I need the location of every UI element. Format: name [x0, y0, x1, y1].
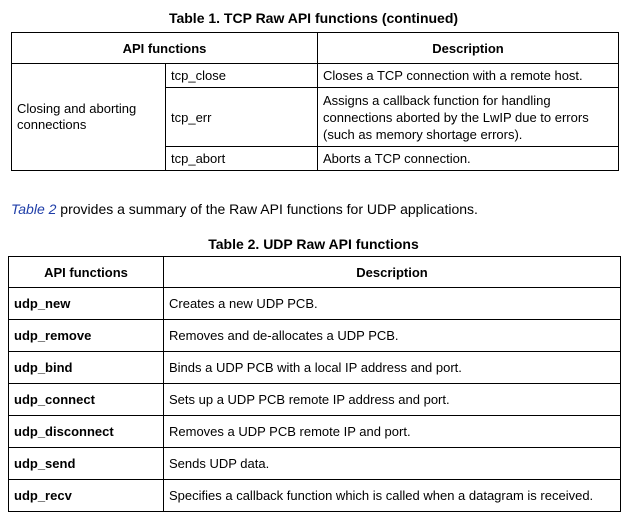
table1-function-name: tcp_close: [166, 64, 318, 88]
table2-header-api: API functions: [9, 257, 164, 288]
table-row: [9, 352, 621, 384]
intro-paragraph: [11, 201, 478, 217]
table2-function-name: udp_bind: [9, 352, 164, 384]
table2-function-description: Specifies a callback function which is called when a datagram is received.: [164, 480, 621, 512]
table2-function-name: udp_remove: [9, 320, 164, 352]
table2-function-name: udp_recv: [9, 480, 164, 512]
table1-header-description: Description: [318, 33, 619, 64]
table2-header-description: Description: [164, 257, 621, 288]
table2-function-description: Removes and de-allocates a UDP PCB.: [164, 320, 621, 352]
table2-header-row: [9, 257, 621, 288]
table2-function-name: udp_connect: [9, 384, 164, 416]
table1-function-description: Assigns a callback function for handling connections aborted by the LwIP due to errors (such as memory shortage errors).: [318, 88, 619, 147]
udp-raw-api-table: [8, 256, 621, 512]
table-row: [9, 384, 621, 416]
intro-paragraph-text: provides a summary of the Raw API functions for UDP applications.: [56, 201, 478, 217]
table1-function-name: tcp_abort: [166, 147, 318, 171]
table2-cross-reference-link[interactable]: Table 2: [11, 201, 57, 217]
table2-function-description: Sets up a UDP PCB remote IP address and port.: [164, 384, 621, 416]
table1-caption: Table 1. TCP Raw API functions (continued): [168, 10, 459, 26]
table-row: [9, 416, 621, 448]
table2-caption: Table 2. UDP Raw API functions: [208, 236, 419, 252]
table2-function-name: udp_send: [9, 448, 164, 480]
table-row: [9, 480, 621, 512]
table1-function-description: Aborts a TCP connection.: [318, 147, 619, 171]
table-row: [9, 288, 621, 320]
table2-function-description: Creates a new UDP PCB.: [164, 288, 621, 320]
table2-function-description: Sends UDP data.: [164, 448, 621, 480]
table1-header-row: [12, 33, 619, 64]
table1-function-name: tcp_err: [166, 88, 318, 147]
table2-function-description: Binds a UDP PCB with a local IP address and port.: [164, 352, 621, 384]
table2-function-name: udp_new: [9, 288, 164, 320]
table-row: [9, 448, 621, 480]
table2-function-description: Removes a UDP PCB remote IP and port.: [164, 416, 621, 448]
table-row: [9, 320, 621, 352]
tcp-raw-api-table: [11, 32, 619, 171]
table1-function-description: Closes a TCP connection with a remote host.: [318, 64, 619, 88]
table1-group-label: Closing and aborting connections: [12, 64, 166, 171]
table1-header-api: API functions: [12, 33, 318, 64]
table2-function-name: udp_disconnect: [9, 416, 164, 448]
table-row: [12, 64, 619, 88]
